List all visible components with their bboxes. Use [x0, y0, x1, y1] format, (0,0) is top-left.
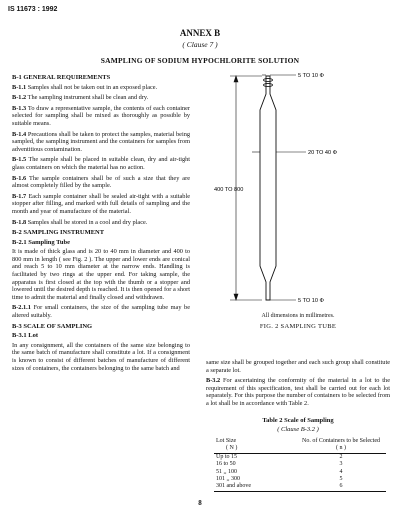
right-column: [206, 359, 390, 411]
clause-number: B-1.8: [12, 218, 27, 226]
table-title: Table 2 Scale of Sampling: [262, 417, 334, 424]
clause-text: To draw a representative sample, the contents of each container selected for sampling shall be mixed as thoroughly as possible by suitable means.: [12, 104, 190, 127]
cell-containers: 6: [296, 483, 386, 491]
table-row: [214, 476, 386, 483]
clause-number: B-1.2: [12, 94, 27, 102]
clause-number: B-1.6: [12, 174, 27, 182]
subsection-b2-1-heading: B-2.1 Sampling Tube: [12, 238, 70, 246]
header-text: Lot Size: [216, 438, 237, 444]
clause-text: For small containers, the size of the sampling tube may be altered suitably.: [12, 304, 190, 320]
clause-text: Each sample container shall be sealed air-tight with a suitable stopper after filling, and marked with full details of sampling and the month and year of manufacture of the material.: [12, 192, 190, 215]
handling-ring: [264, 83, 273, 86]
paragraph-b3-1-continued: same size shall be grouped together and each such group shall constitute a separate lot.: [206, 359, 390, 374]
section-b3-heading: B-3 SCALE OF SAMPLING: [12, 322, 93, 330]
dim-length-label: 400 TO 800: [214, 187, 244, 193]
annex-clause: ( Clause 7 ): [182, 40, 218, 49]
clause-b1-8: [12, 219, 190, 227]
paragraph-b3-1: In any consignment, all the containers of the same size belonging to the same batch of manufacture shall constitute a lot. If a consignment is known to consist of different batches of manufacture of different sizes of containers, the containers belonging to the same batch and: [12, 341, 190, 372]
clause-b1-7: [12, 193, 190, 216]
sampling-table: [214, 438, 386, 492]
clause-b1-1: [12, 84, 190, 92]
clause-number: B-3.2: [206, 377, 221, 385]
clause-text: Samples shall not be taken out in an exposed place.: [27, 83, 158, 91]
clause-number: B-1.7: [12, 192, 27, 200]
cell-lot-size: 51 ,, 100: [216, 468, 237, 475]
figure-caption: FIG. 2 SAMPLING TUBE: [259, 323, 337, 330]
header-symbol: ( N ): [226, 445, 238, 452]
clause-b1-6: [12, 175, 190, 190]
cell-containers: 5: [339, 476, 343, 483]
table-subtitle: ( Clause B-3.2 ): [277, 426, 319, 433]
clause-number: B-2.1.1: [12, 304, 31, 312]
clause-number: B-1.3: [12, 104, 27, 112]
header-text: No. of Containers to be Selected: [302, 438, 380, 444]
col-lot-size-header: [214, 438, 296, 453]
dim-bottom-label: 5 TO 10 Φ: [298, 298, 325, 304]
cell-containers: 2: [296, 453, 386, 461]
cell-lot-size: Up to 15: [214, 453, 296, 461]
clause-b2-1-1: [12, 304, 190, 319]
annex-heading: SAMPLING OF SODIUM HYPOCHLORITE SOLUTION: [100, 56, 300, 65]
cell-lot-size: 16 to 50: [216, 461, 236, 468]
table-row: [214, 483, 386, 491]
figure-note: All dimensions in millimetres.: [261, 313, 335, 319]
clause-b3-2: [206, 377, 390, 407]
clause-text: Samples shall be stored in a cool and dry place.: [27, 218, 148, 226]
handling-ring: [264, 78, 273, 81]
sampling-tube-figure: [206, 70, 392, 308]
table-row: [214, 453, 386, 461]
clause-b1-2: [12, 94, 190, 102]
standard-number: IS 11673 : 1992: [8, 6, 58, 13]
dim-top-label: 5 TO 10 Φ: [298, 73, 325, 79]
clause-text: The sample containers shall be of such a size that they are almost completely filled by the sample.: [12, 174, 190, 190]
table-body: [214, 453, 386, 491]
page-number: 8: [198, 499, 202, 507]
table-row: [214, 469, 386, 476]
section-b1-heading: B-1 GENERAL REQUIREMENTS: [12, 74, 111, 81]
cell-lot-size: 101 ,, 300: [216, 476, 240, 483]
subsection-b3-1-heading: B-3.1 Lot: [12, 332, 38, 340]
clause-b1-5: [12, 156, 190, 171]
tube-outline: [260, 76, 276, 300]
col-containers-header: [296, 438, 386, 453]
cell-lot-size: 301 and above: [214, 483, 296, 491]
clause-text: Precautions shall be taken to protect the samples, material being sampled, the sampling instrument and the containers for samples from adventitious contamination.: [12, 130, 191, 153]
clause-number: B-1.5: [12, 156, 27, 164]
section-b2-heading: B-2 SAMPLING INSTRUMENT: [12, 229, 105, 237]
clause-text: For ascertaining the conformity of the material in a lot to the requirement of this specification, test shall be carried out for each lot separately. For this purpose the number of containers to be selected from a lot shall be in accordance with Table 2.: [206, 377, 390, 407]
clause-number: B-1.4: [12, 130, 27, 138]
left-column: [12, 71, 190, 375]
annex-title: ANNEX B: [179, 28, 221, 38]
clause-text: The sample shall be placed in suitable clean, dry and air-tight glass containers on which the material has no action.: [12, 156, 190, 171]
dim-diameter-label: 20 TO 40 Φ: [308, 150, 338, 156]
clause-text: The sampling instrument shall be clean and dry.: [27, 94, 149, 102]
clause-b1-4: [12, 131, 190, 154]
paragraph-b2-1: It is made of thick glass and is 20 to 40 mm in diameter and 400 to 800 mm in length ( see Fig. 2 ). The upper and lower ends are conical and reach 5 to 10 mm diameter at the narrow ends. Handling is facilitated by two rings at the upper end. For taking sample, the apparatus is first closed at the top with the thumb or a stopper and lowered until the desired depth is reached. It is then opened for a short time to admit the material and finally closed and withdrawn.: [12, 248, 190, 301]
header-symbol: ( n ): [336, 445, 346, 452]
clause-number: B-1.1: [12, 83, 27, 91]
cell-containers: 4: [339, 468, 343, 475]
cell-containers: 3: [339, 461, 343, 468]
table-row: [214, 461, 386, 468]
clause-b1-3: [12, 105, 190, 128]
